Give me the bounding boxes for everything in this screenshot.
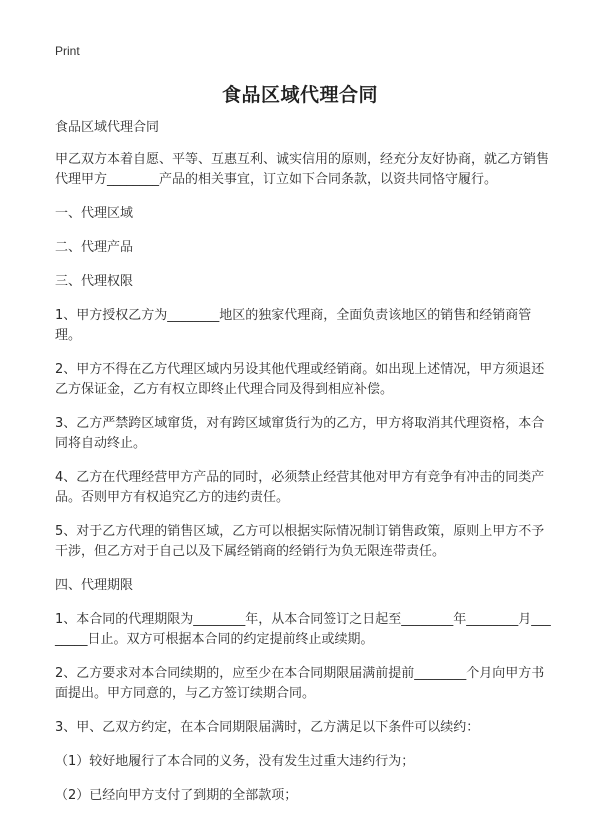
print-label: Print bbox=[55, 44, 80, 58]
document-title: 食品区域代理合同 bbox=[221, 84, 378, 106]
clause-paragraph: 2、乙方要求对本合同续期的，应至少在本合同期限届满前提前________个月向甲方书面提出。甲方同意的，与乙方签订续期合同。 bbox=[55, 666, 545, 701]
section-heading-products: 二、代理产品 bbox=[55, 240, 134, 255]
clause-paragraph: 3、甲、乙双方约定，在本合同期限届满时，乙方满足以下条件可以续约： bbox=[55, 720, 480, 735]
section-heading-term: 四、代理期限 bbox=[55, 578, 134, 593]
section-heading-authority: 三、代理权限 bbox=[55, 274, 134, 289]
document-subtitle: 食品区域代理合同 bbox=[55, 120, 160, 135]
document-body bbox=[55, 118, 555, 820]
clause-paragraph: 2、甲方不得在乙方代理区域内另设其他代理或经销商。如出现上述情况，甲方须退还乙方保证金，乙方有权立即终止代理合同及得到相应补偿。 bbox=[55, 362, 545, 397]
intro-paragraph: 甲乙双方本着自愿、平等、互惠互利、诚实信用的原则，经充分友好协商，就乙方销售代理甲方________产品的相关事宜，订立如下合同条款，以资共同恪守履行。 bbox=[55, 152, 550, 187]
clause-paragraph: 1、甲方授权乙方为________地区的独家代理商，全面负责该地区的销售和经销商管理。 bbox=[55, 308, 532, 343]
condition-item: （1）较好地履行了本合同的义务，没有发生过重大违约行为； bbox=[55, 754, 415, 769]
clause-paragraph: 4、乙方在代理经营甲方产品的同时，必须禁止经营其他对甲方有竞争有冲击的同类产品。否则甲方有权追究乙方的违约责任。 bbox=[55, 470, 545, 505]
clause-paragraph: 1、本合同的代理期限为________年，从本合同签订之日起至________年________月________日止。双方可根据本合同的约定提前终止或续期。 bbox=[55, 612, 551, 647]
condition-item: （2）已经向甲方支付了到期的全部款项； bbox=[55, 788, 298, 803]
clause-paragraph: 5、对于乙方代理的销售区域，乙方可以根据实际情况制订销售政策，原则上甲方不予干涉，但乙方对于自己以及下属经销商的经销行为负无限连带责任。 bbox=[55, 524, 545, 559]
clause-paragraph: 3、乙方严禁跨区域窜货，对有跨区域窜货行为的乙方，甲方将取消其代理资格，本合同将自动终止。 bbox=[55, 416, 545, 451]
section-heading-region: 一、代理区域 bbox=[55, 206, 134, 221]
